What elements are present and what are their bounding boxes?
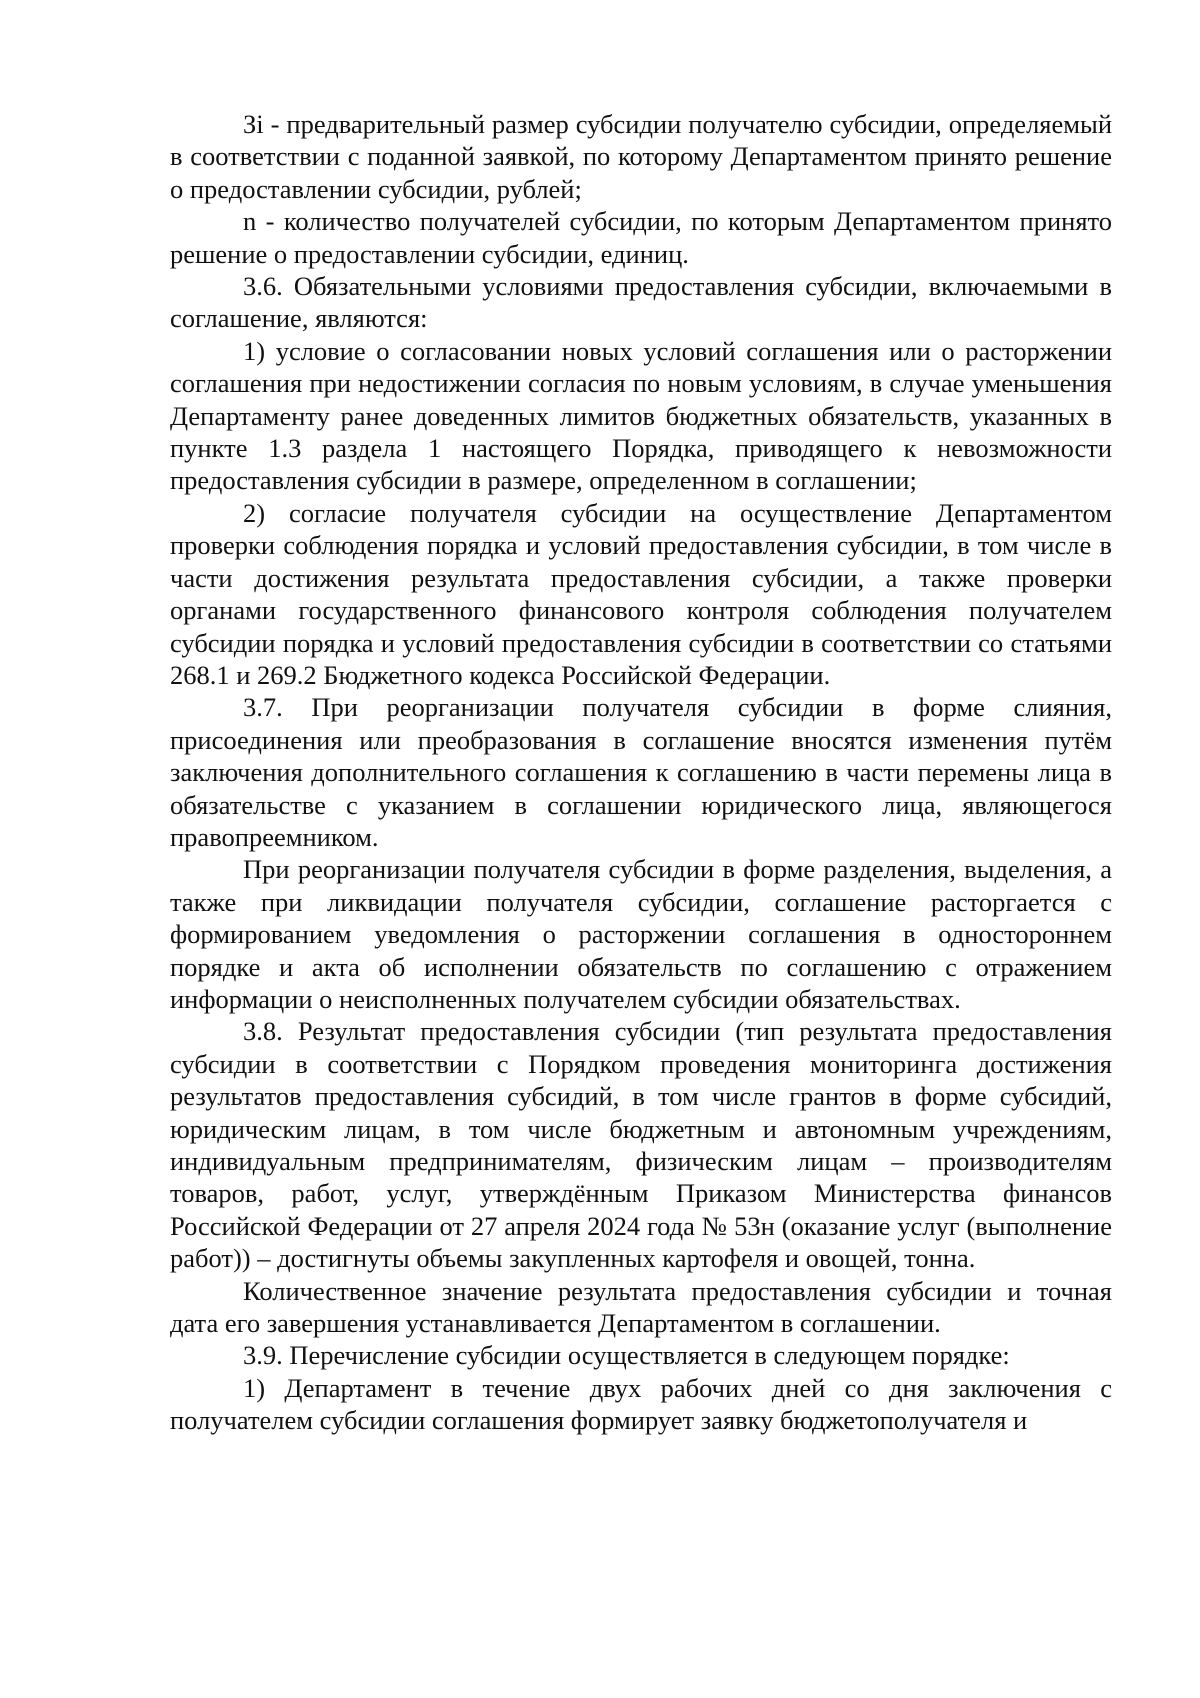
paragraph-3-9: 3.9. Перечисление субсидии осуществляется в следующем порядке: — [243, 1340, 1010, 1371]
paragraph-3-6-item-2: 2) согласие получателя субсидии на осуществление Департаментом проверки соблюдения порядка и условий предоставления субсидии, в том числе в части достижения результата предоставления субсидии, а также проверки органами государственного финансового контроля соблюдения получателем субсидии порядка и условий предоставления субсидии в соответствии со статьями 268.1 и 269.2 Бюджетного кодекса Российской Федерации. — [170, 497, 1112, 690]
paragraph-3-8: 3.8. Результат предоставления субсидии (тип результата предоставления субсидии в соответствии с Порядком проведения мониторинга достижения результатов предоставления субсидий, в том числе грантов в форме субсидий, юридическим лицам, в том числе бюджетным и автономным учреждениям, индивидуальным предпринимателям, физическим лицам – производителям товаров, работ, услуг, утверждённым Приказом Министерства финансов Российской Федерации от 27 апреля 2024 года № 53н (оказание услуг (выполнение работ)) – достигнуты объемы закупленных картофеля и овощей, тонна. — [170, 1016, 1112, 1274]
paragraph-3-6-item-1: 1) условие о согласовании новых условий соглашения или о расторжении соглашения при недостижении согласия по новым условиям, в случае уменьшения Департаменту ранее доведенных лимитов бюджетных обязательств, указанных в пункте 1.3 раздела 1 настоящего Порядка, приводящего к невозможности предоставления субсидии в размере, определенном в соглашении; — [170, 335, 1112, 496]
paragraph-3-8-continued: Количественное значение результата предоставления субсидии и точная дата его завершения устанавливается Департаментом в соглашении. — [170, 1275, 1112, 1339]
paragraph-zi-definition: Зi - предварительный размер субсидии получателю субсидии, определяемый в соответствии с поданной заявкой, по которому Департаментом принято решение о предоставлении субсидии, рублей; — [170, 109, 1112, 204]
paragraph-3-7-continued: При реорганизации получателя субсидии в форме разделения, выделения, а также при ликвидации получателя субсидии, соглашение расторгается с формированием уведомления о расторжении соглашения в одностороннем порядке и акта об исполнении обязательств по соглашению с отражением информации о неисполненных получателем субсидии обязательствах. — [170, 854, 1112, 1014]
paragraph-3-6: 3.6. Обязательными условиями предоставления субсидии, включаемыми в соглашение, являются: — [170, 271, 1112, 334]
paragraph-3-7: 3.7. При реорганизации получателя субсидии в форме слияния, присоединения или преобразования в соглашение вносятся изменения путём заключения дополнительного соглашения к соглашению в части перемены лица в обязательстве с указанием в соглашении юридического лица, являющегося правопреемником. — [170, 692, 1112, 852]
document-body — [170, 108, 1112, 1437]
paragraph-n-definition: n - количество получателей субсидии, по которым Департаментом принято решение о предоставлении субсидии, единиц. — [170, 206, 1112, 269]
paragraph-3-9-item-1: 1) Департамент в течение двух рабочих дней со дня заключения с получателем субсидии соглашения формирует заявку бюджетополучателя и — [170, 1372, 1112, 1436]
